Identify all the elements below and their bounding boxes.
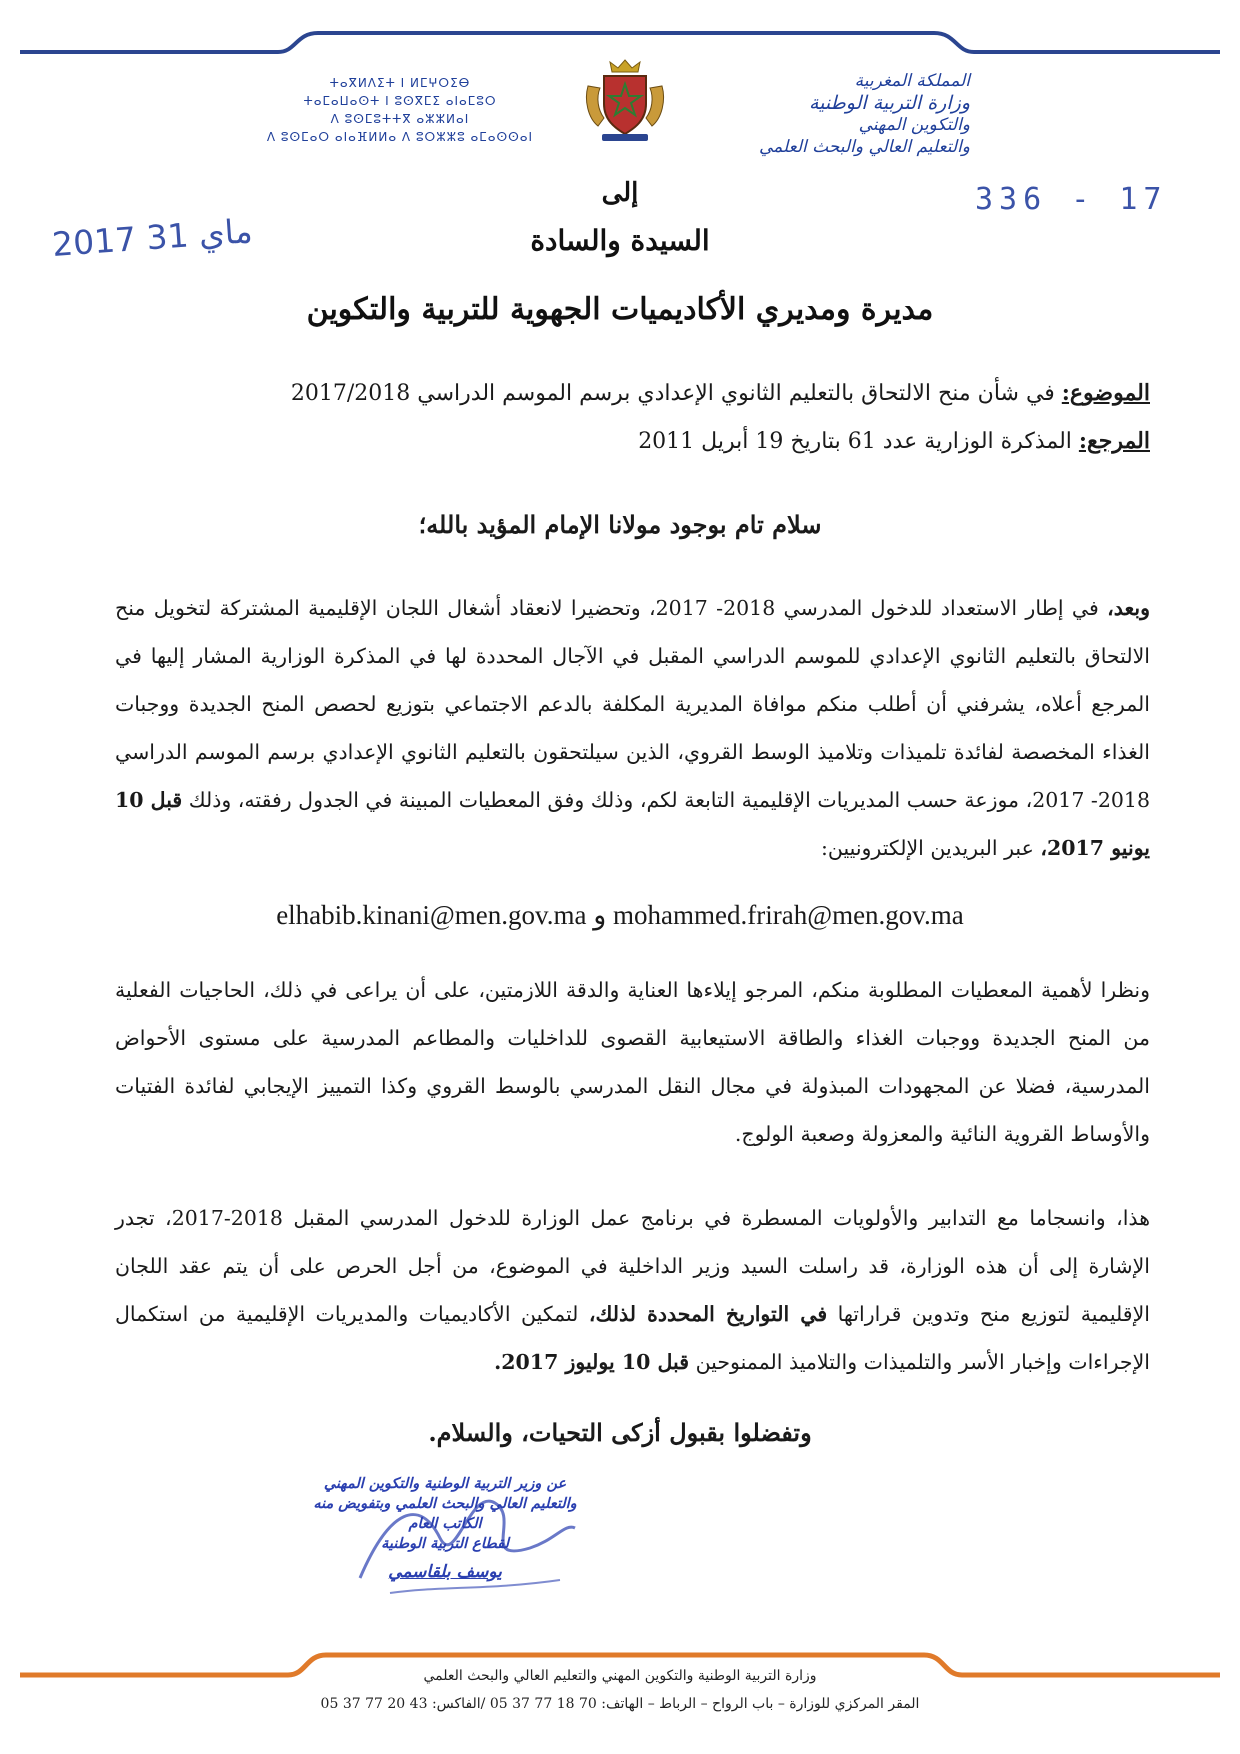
body-paragraph-3 (115, 1194, 1150, 1386)
email-separator: و (593, 900, 607, 930)
body-paragraph-2: ونظرا لأهمية المعطيات المطلوبة منكم، المرجو إيلاءها العناية والدقة اللازمتين، على أن يراعى في ذلك، الحاجيات الفعلية من المنح الجديدة ووجبات الغذاء والطاقة الاستيعابية القصوى للداخليات والمطاعم المدرسية على مستوى الأحواض المدرسية، فضلا عن المجهودات المبذولة في مجال النقل المدرسي بالوسط القروي وكذا التمييز الإيجابي لفائدة الفتيات والأوساط القروية النائية والمعزولة وصعبة الولوج. (115, 978, 1150, 1146)
deadline-june: قبل 10 يونيو 2017، (115, 788, 1150, 860)
ministry-name-tifinagh: ⵜⴰⴳⵍⴷⵉⵜ ⵏ ⵍⵎⵖⵔⵉⴱ ⵜⴰⵎⴰⵡⴰⵙⵜ ⵏ ⵓⵙⴳⵎⵉ ⴰⵏⴰⵎⵓⵔ ⴷ ⵓⵙⵎⵓⵜⵜⴳ ⴰⵣⵣⵍⴰⵏ ⴷ ⵓⵙⵎⴰⵔ ⴰⵏⴰⴼⵍⵍⴰ ⴷ ⵓⵔⵣⵣⵓ ⴰⵎⴰⵙⵙⴰⵏ (266, 76, 534, 144)
footer-contact: المقر المركزي للوزارة – باب الرواح – الرباط – الهاتف: 70 18 77 37 05 /الفاكس: 43 20 77 37 05 (320, 1696, 920, 1712)
email-link-frirah[interactable]: mohammed.frirah@men.gov.ma (613, 900, 964, 930)
signature-line: والتعليم العالي والبحث العلمي وبتفويض منه (313, 1496, 577, 1512)
signature-line: الكاتب العام (408, 1516, 482, 1532)
body-paragraph-1 (115, 584, 1150, 872)
reference-number-stamp: 336 - 17 (975, 182, 1168, 217)
ministry-name-arabic: المملكة المغربية وزارة التربية الوطنية والتكوين المهني والتعليم العالي والبحث العلمي (759, 71, 970, 157)
paragraph-text: هذا، وانسجاما مع التدابير والأولويات المسطرة في برنامج عمل الوزارة للدخول المدرسي المقبل 2018-2017، تجدر الإشارة إلى أن هذه الوزارة، قد راسلت السيد وزير الداخلية في الموضوع، من أجل الحرص على أن يتم عقد اللجان الإقليمية لتوزيع منح وتدوين قراراتها (115, 1206, 1151, 1326)
reference-label: المرجع: (1078, 428, 1150, 454)
email-link-kinani[interactable]: elhabib.kinani@men.gov.ma (276, 900, 587, 930)
paragraph-text: في إطار الاستعداد للدخول المدرسي 2018- 2017، وتحضيرا لانعقاد أشغال اللجان الإقليمية المشتركة لتخويل منح الالتحاق بالتعليم الثانوي الإعدادي للموسم الدراسي المقبل في الآجال المحددة لها في المذكرة الوزارية المشار إليها في المرجع أعلاه، يشرفني أن أطلب منكم موافاة المديرية المكلفة بالدعم الاجتماعي بتوزيع لحصص المنح الجديدة ووجبات الغذاء المخصصة لفائدة تلميذات وتلاميذ الوسط القروي، الذين سيلتحقون بالتعليم الثانوي الإعدادي برسم الموسم الدراسي 2018- 2017، موزعة حسب المديريات الإقليمية التابعة لكم، وذلك وفق المعطيات المبينة في الجدول رفقته، وذلك (115, 596, 1150, 812)
signature-line: عن وزير التربية الوطنية والتكوين المهني (323, 1476, 567, 1492)
handwritten-signature (330, 1468, 590, 1608)
signatory-name: يوسف بلقاسمي (388, 1562, 502, 1582)
deadline-july: قبل 10 يوليوز 2017. (494, 1350, 690, 1374)
subject-label: الموضوع: (1061, 380, 1150, 406)
addressee-to: إلى (601, 178, 639, 208)
paragraph-lead: وبعد، (1107, 596, 1150, 620)
subject-text: في شأن منح الالتحاق بالتعليم الثانوي الإعدادي برسم الموسم الدراسي 2017/2018 (290, 381, 1055, 406)
footer-ministry-name: وزارة التربية الوطنية والتكوين المهني والتعليم العالي والبحث العلمي (423, 1668, 817, 1684)
date-stamp: 2017 ماي 31 (50, 211, 254, 264)
email-addresses (100, 900, 1140, 931)
closing-salutation: وتفضلوا بقبول أزكى التحيات، والسلام. (428, 1418, 812, 1447)
reference-line (150, 428, 1150, 454)
addressee-recipients: مديرة ومديري الأكاديميات الجهوية للتربية والتكوين (306, 292, 934, 327)
paragraph-text: لتمكين الأكاديميات والمديريات الإقليمية من استكمال الإجراءات وإخبار الأسر والتلميذات والتلاميذ الممنوحين (115, 1302, 1150, 1374)
subject-line (150, 380, 1150, 406)
coat-of-arms-emblem (580, 56, 670, 146)
addressee-title: السيدة والسادة (530, 224, 710, 257)
paragraph-tail: عبر البريدين الإلكترونيين: (820, 836, 1034, 860)
signature-line: لقطاع التربية الوطنية (381, 1536, 509, 1552)
emphasis-dates: في التواريخ المحددة لذلك، (588, 1302, 828, 1326)
reference-text: المذكرة الوزارية عدد 61 بتاريخ 19 أبريل 2011 (638, 429, 1072, 454)
greeting: سلام تام بوجود مولانا الإمام المؤيد بالله؛ (418, 510, 822, 539)
